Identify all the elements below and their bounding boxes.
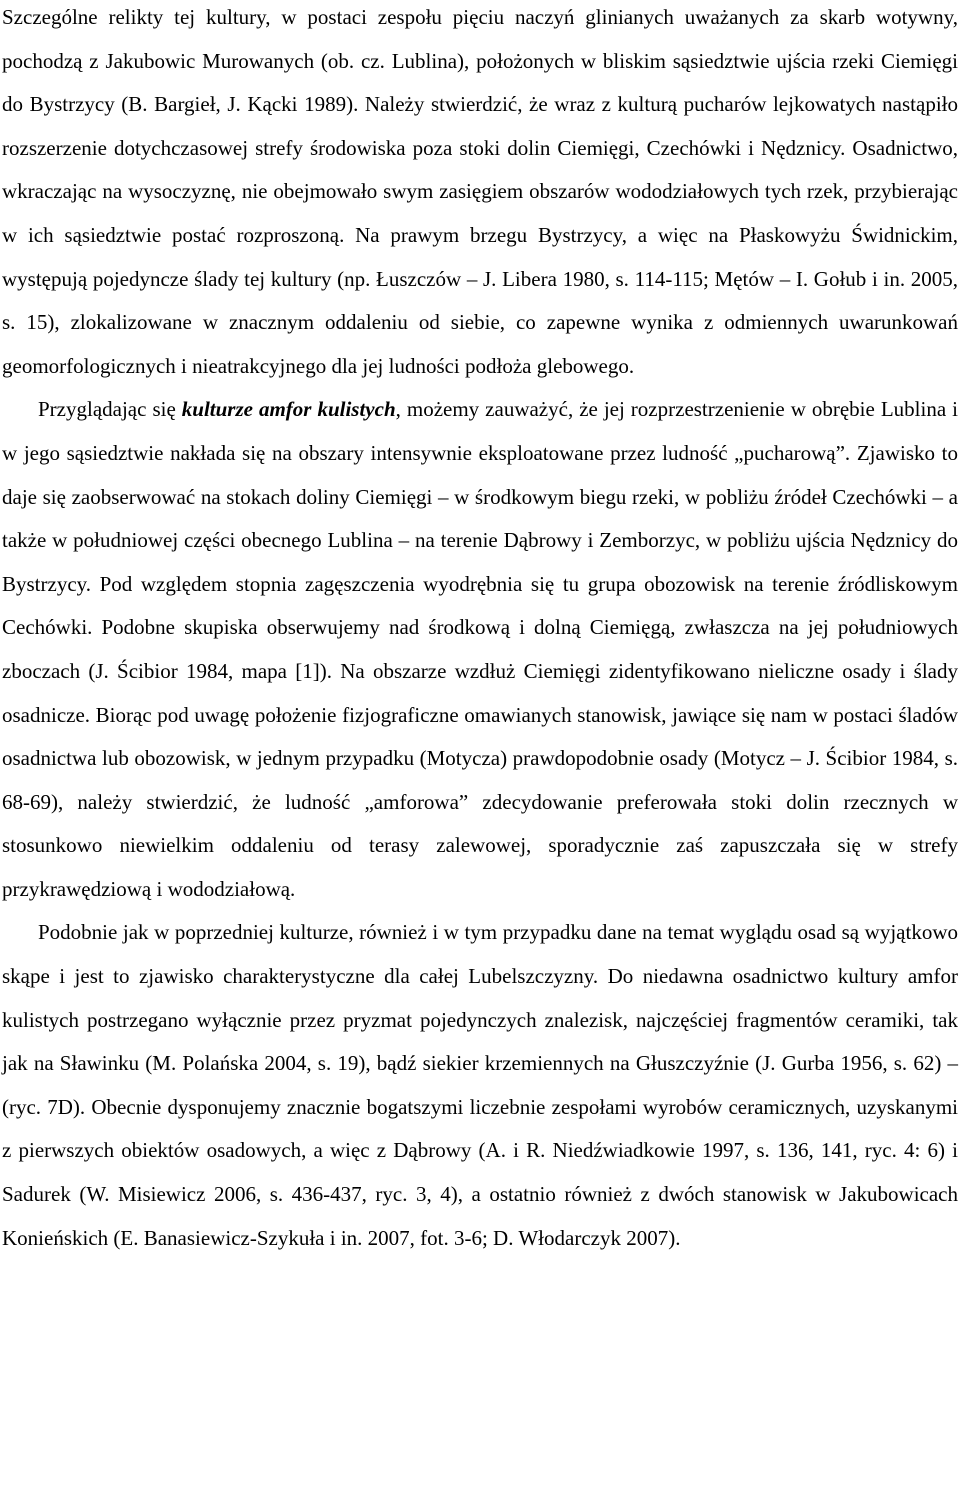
paragraph-2 (2, 388, 958, 911)
paragraph-2-lead: Przyglądając się (38, 397, 182, 422)
paragraph-2-body: , możemy zauważyć, że jej rozprzestrzenienie w obrębie Lublina i w jego sąsiedztwie nakłada się na obszary intensywnie eksploatowane przez ludność „pucharową”. Zjawisko to daje się zaobserwować na stokach doliny Ciemięgi – w środkowym biegu rzeki, w pobliżu źródeł Czechówki – a także w południowej części obecnego Lublina – na terenie Dąbrowy i Zemborzyc, w pobliżu ujścia Nędznicy do Bystrzycy. Pod względem stopnia zagęszczenia wyodrębnia się tu grupa obozowisk na terenie źródliskowym Cechówki. Podobne skupiska obserwujemy nad środkową i dolną Ciemięgą, zwłaszcza na jej południowych zboczach (J. Ścibior 1984, mapa [1]). Na obszarze wzdłuż Ciemięgi zidentyfikowano nieliczne osady i ślady osadnicze. Biorąc pod uwagę położenie fizjograficzne omawianych stanowisk, jawiące się nam w postaci śladów osadnictwa lub obozowisk, w jednym przypadku (Motycza) prawdopodobnie osady (Motycz – J. Ścibior 1984, s. 68-69), należy stwierdzić, że ludność „amforowa” zdecydowanie preferowała stoki dolin rzecznych w stosunkowo niewielkim oddaleniu od terasy zalewowej, sporadycznie zaś zapuszczała się w strefy przykrawędziową i wododziałową. (2, 397, 958, 901)
paragraph-3: Podobnie jak w poprzedniej kulturze, również i w tym przypadku dane na temat wyglądu osad są wyjątkowo skąpe i jest to zjawisko charakterystyczne dla całej Lubelszczyzny. Do niedawna osadnictwo kultury amfor kulistych postrzegano wyłącznie przez pryzmat pojedynczych znalezisk, najczęściej fragmentów ceramiki, tak jak na Sławinku (M. Polańska 2004, s. 19), bądź siekier krzemiennych na Głuszczyźnie (J. Gurba 1956, s. 62) – (ryc. 7D). Obecnie dysponujemy znacznie bogatszymi liczebnie zespołami wyrobów ceramicznych, uzyskanymi z pierwszych obiektów osadowych, a więc z Dąbrowy (A. i R. Niedźwiadkowie 1997, s. 136, 141, ryc. 4: 6) i Sadurek (W. Misiewicz 2006, s. 436-437, ryc. 3, 4), a ostatnio również z dwóch stanowisk w Jakubowicach Konieńskich (E. Banasiewicz-Szykuła i in. 2007, fot. 3-6; D. Włodarczyk 2007). (2, 920, 958, 1250)
culture-name-emphasis: kulturze amfor kulistych (181, 397, 396, 422)
paragraph-1: Szczególne relikty tej kultury, w postaci zespołu pięciu naczyń glinianych uważanych za skarb wotywny, pochodzą z Jakubowic Murowanych (ob. cz. Lublina), położonych w bliskim sąsiedztwie ujścia rzeki Ciemięgi do Bystrzycy (B. Bargieł, J. Kącki 1989). Należy stwierdzić, że wraz z kulturą pucharów lejkowatych nastąpiło rozszerzenie dotychczasowej strefy środowiska poza stoki dolin Ciemięgi, Czechówki i Nędznicy. Osadnictwo, wkraczając na wysoczyznę, nie obejmowało swym zasięgiem obszarów wododziałowych tych rzek, przybierając w ich sąsiedztwie postać rozproszoną. Na prawym brzegu Bystrzycy, a więc na Płaskowyżu Świdnickim, występują pojedyncze ślady tej kultury (np. Łuszczów – J. Libera 1980, s. 114-115; Mętów – I. Gołub i in. 2005, s. 15), zlokalizowane w znacznym oddaleniu od siebie, co zapewne wynika z odmiennych uwarunkowań geomorfologicznych i nieatrakcyjnego dla jej ludności podłoża glebowego. (2, 5, 958, 378)
